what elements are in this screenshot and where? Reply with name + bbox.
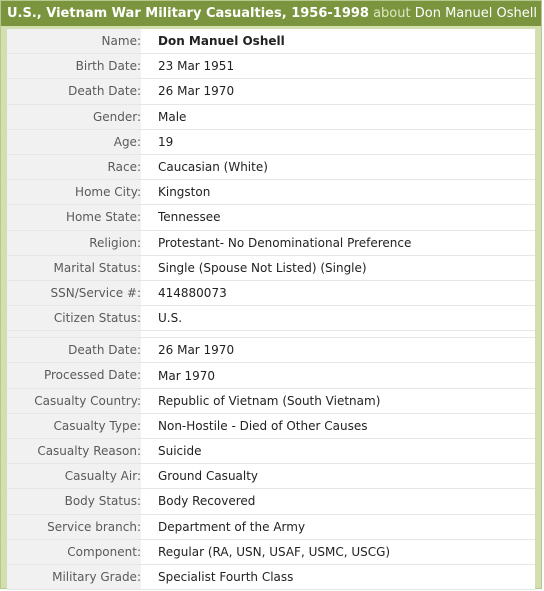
field-row-name bbox=[7, 29, 535, 54]
field-value: Suicide bbox=[158, 444, 202, 459]
field-label: Casualty Country: bbox=[7, 389, 141, 413]
field-value: U.S. bbox=[158, 311, 183, 326]
field-label: Home City: bbox=[7, 180, 141, 204]
record-header bbox=[1, 1, 541, 26]
field-label: Religion: bbox=[7, 231, 141, 255]
field-label: Military Grade: bbox=[7, 565, 141, 589]
field-label: Age: bbox=[7, 130, 141, 154]
field-value: Kingston bbox=[158, 185, 211, 200]
field-value: Department of the Army bbox=[158, 519, 306, 534]
field-value: 414880073 bbox=[158, 285, 227, 300]
field-label: Race: bbox=[7, 155, 141, 179]
field-value: Single (Spouse Not Listed) (Single) bbox=[158, 260, 367, 275]
field-row-age bbox=[7, 130, 535, 155]
field-value: Regular (RA, USN, USAF, USMC, USCG) bbox=[158, 544, 391, 559]
field-value: Mar 1970 bbox=[158, 368, 215, 383]
field-row-processed-date bbox=[7, 363, 535, 388]
field-row-citizen-status bbox=[7, 306, 535, 331]
field-value: 26 Mar 1970 bbox=[158, 84, 235, 99]
field-row-component bbox=[7, 540, 535, 565]
field-label: Death Date: bbox=[7, 338, 141, 362]
field-label: Birth Date: bbox=[7, 54, 141, 78]
about-text: about bbox=[373, 6, 411, 21]
field-row-death-date-2 bbox=[7, 338, 535, 363]
field-label: Body Status: bbox=[7, 489, 141, 513]
field-row-gender bbox=[7, 105, 535, 130]
field-row-death-date bbox=[7, 79, 535, 104]
field-label: Gender: bbox=[7, 105, 141, 129]
field-row-marital-status bbox=[7, 256, 535, 281]
field-value: Don Manuel Oshell bbox=[158, 34, 285, 49]
field-label: Name: bbox=[7, 29, 141, 53]
field-value: Protestant- No Denominational Preference bbox=[158, 235, 412, 250]
person-name-header: Don Manuel Oshell bbox=[414, 6, 537, 21]
field-row-home-state bbox=[7, 205, 535, 230]
field-value: Caucasian (White) bbox=[158, 160, 268, 175]
field-label: Marital Status: bbox=[7, 256, 141, 280]
field-label: Casualty Type: bbox=[7, 414, 141, 438]
field-row-religion bbox=[7, 231, 535, 256]
field-row-service-branch bbox=[7, 515, 535, 540]
field-value: Body Recovered bbox=[158, 494, 256, 509]
field-row-casualty-air bbox=[7, 464, 535, 489]
field-row-home-city bbox=[7, 180, 535, 205]
record-details-panel bbox=[7, 29, 535, 590]
field-value: Ground Casualty bbox=[158, 469, 259, 484]
field-label: Component: bbox=[7, 540, 141, 564]
field-value: Tennessee bbox=[158, 210, 221, 225]
field-row-casualty-reason bbox=[7, 439, 535, 464]
field-row-military-grade bbox=[7, 565, 535, 590]
field-row-race bbox=[7, 155, 535, 180]
field-row-body-status bbox=[7, 489, 535, 514]
field-row-birth-date bbox=[7, 54, 535, 79]
field-row-ssn bbox=[7, 281, 535, 306]
field-label: Home State: bbox=[7, 205, 141, 229]
field-label: Casualty Air: bbox=[7, 464, 141, 488]
field-label: Death Date: bbox=[7, 79, 141, 103]
field-label: Processed Date: bbox=[7, 363, 141, 387]
field-value: 26 Mar 1970 bbox=[158, 343, 235, 358]
field-label: Casualty Reason: bbox=[7, 439, 141, 463]
section-divider bbox=[7, 331, 535, 338]
field-value: Non-Hostile - Died of Other Causes bbox=[158, 418, 368, 433]
field-value: Republic of Vietnam (South Vietnam) bbox=[158, 393, 381, 408]
field-value: Male bbox=[158, 109, 187, 124]
field-label: Service branch: bbox=[7, 515, 141, 539]
field-value: 23 Mar 1951 bbox=[158, 59, 235, 74]
collection-title[interactable]: U.S., Vietnam War Military Casualties, 1956-1998 bbox=[7, 6, 369, 21]
field-value: 19 bbox=[158, 134, 174, 149]
field-row-casualty-type bbox=[7, 414, 535, 439]
field-value: Specialist Fourth Class bbox=[158, 570, 294, 585]
field-label: SSN/Service #: bbox=[7, 281, 141, 305]
section-divider-label-bg bbox=[7, 331, 141, 337]
field-label: Citizen Status: bbox=[7, 306, 141, 330]
field-row-casualty-country bbox=[7, 389, 535, 414]
